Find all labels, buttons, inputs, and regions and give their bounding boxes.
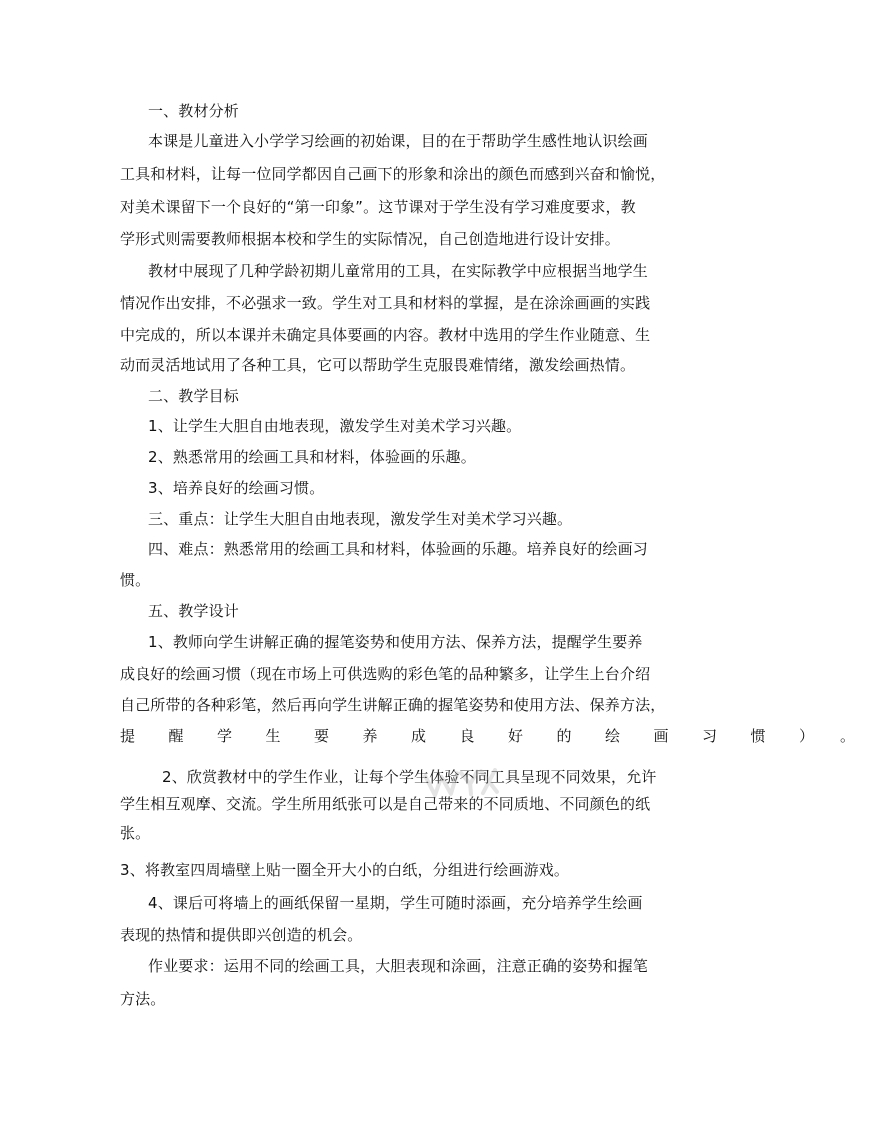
section-heading-teaching-objectives: 二、教学目标 bbox=[148, 387, 239, 405]
homework-requirement-line: 方法。 bbox=[120, 990, 166, 1008]
paragraph-line: 工具和材料，让每一位同学都因自己画下的形象和涂出的颜色而感到兴奋和愉悦， bbox=[120, 165, 666, 183]
design-step-line-spaced: 提醒学生要养成良好的绘画习惯）。 bbox=[120, 727, 889, 745]
design-step-line: 表现的热情和提供即兴创造的机会。 bbox=[120, 926, 363, 944]
difficulty-line-continuation: 惯。 bbox=[120, 571, 151, 589]
objective-item: 3、培养良好的绘画习惯。 bbox=[148, 479, 325, 497]
paragraph-line: 对美术课留下一个良好的“第一印象”。这节课对于学生没有学习难度要求，教 bbox=[120, 198, 636, 216]
paragraph-line: 本课是儿童进入小学学习绘画的初始课，目的在于帮助学生感性地认识绘画 bbox=[148, 132, 648, 150]
design-step-line: 学生相互观摩、交流。学生所用纸张可以是自己带来的不同质地、不同颜色的纸 bbox=[120, 795, 651, 813]
paragraph-line: 动而灵活地试用了各种工具，它可以帮助学生克服畏难情绪，激发绘画热情。 bbox=[120, 356, 636, 374]
section-heading-teaching-design: 五、教学设计 bbox=[148, 602, 239, 620]
design-step-line: 自己所带的各种彩笔，然后再向学生讲解正确的握笔姿势和使用方法、保养方法， bbox=[120, 696, 666, 714]
paragraph-line: 教材中展现了几种学龄初期儿童常用的工具，在实际教学中应根据当地学生 bbox=[148, 262, 648, 280]
difficulty-line: 四、难点：熟悉常用的绘画工具和材料，体验画的乐趣。培养良好的绘画习 bbox=[148, 540, 648, 558]
design-step-line: 1、教师向学生讲解正确的握笔姿势和使用方法、保养方法，提醒学生要养 bbox=[148, 633, 643, 651]
paragraph-line: 学形式则需要教师根据本校和学生的实际情况，自己创造地进行设计安排。 bbox=[120, 230, 620, 248]
design-step-line: 2、欣赏教材中的学生作业，让每个学生体验不同工具呈现不同效果，允许 bbox=[162, 768, 657, 786]
design-step-line: 4、课后可将墙上的画纸保留一星期，学生可随时添画，充分培养学生绘画 bbox=[148, 894, 643, 912]
design-step-line: 成良好的绘画习惯（现在市场上可供选购的彩色笔的品种繁多，让学生上台介绍 bbox=[120, 665, 651, 683]
design-step-line: 3、将教室四周墙壁上贴一圈全开大小的白纸，分组进行绘画游戏。 bbox=[120, 861, 570, 879]
objective-item: 2、熟悉常用的绘画工具和材料，体验画的乐趣。 bbox=[148, 448, 476, 466]
homework-requirement-line: 作业要求：运用不同的绘画工具，大胆表现和涂画，注意正确的姿势和握笔 bbox=[148, 957, 648, 975]
section-heading-textbook-analysis: 一、教材分析 bbox=[148, 102, 239, 120]
design-step-line: 张。 bbox=[120, 824, 151, 842]
paragraph-line: 中完成的，所以本课并未确定具体要画的内容。教材中选用的学生作业随意、生 bbox=[120, 326, 651, 344]
key-point-line: 三、重点：让学生大胆自由地表现，激发学生对美术学习兴趣。 bbox=[148, 510, 573, 528]
objective-item: 1、让学生大胆自由地表现，激发学生对美术学习兴趣。 bbox=[148, 417, 522, 435]
paragraph-line: 情况作出安排，不必强求一致。学生对工具和材料的掌握，是在涂涂画画的实践 bbox=[120, 294, 651, 312]
